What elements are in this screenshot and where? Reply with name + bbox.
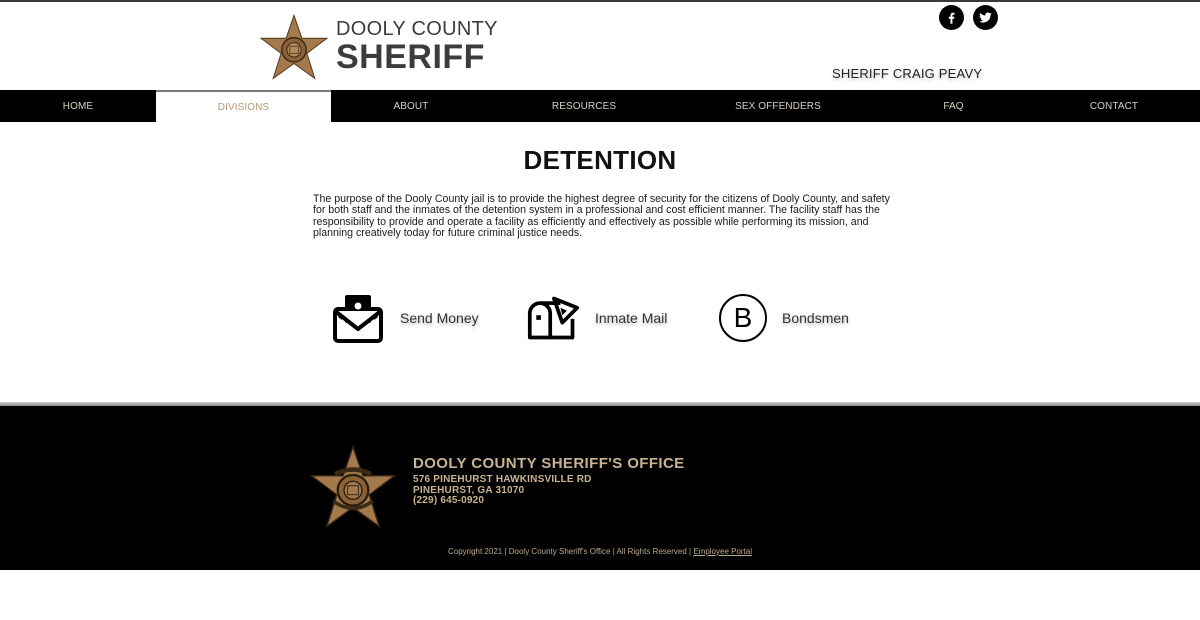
facebook-icon <box>944 10 959 25</box>
bondsmen-label: Bondsmen <box>782 310 849 326</box>
page-title: DETENTION <box>523 145 677 175</box>
footer-address <box>413 475 592 507</box>
site-footer <box>0 406 1200 570</box>
site-header <box>0 2 1200 90</box>
sheriff-star-badge-icon <box>308 445 398 531</box>
bondsmen-link[interactable] <box>719 294 849 342</box>
logo-line-2: SHERIFF <box>336 38 485 76</box>
employee-portal-link[interactable]: Employee Portal <box>693 547 753 556</box>
sheriff-name: SHERIFF CRAIG PEAVY <box>832 66 983 81</box>
copyright-text: Copyright 2021 | Dooly County Sheriff's Office | All Rights Reserved | <box>447 547 694 556</box>
bondsmen-b-icon: B <box>719 294 767 342</box>
mailbox-icon <box>527 293 579 343</box>
copyright <box>0 547 1200 556</box>
footer-phone: (229) 645-0920 <box>413 495 485 506</box>
services-row <box>0 290 1200 350</box>
social-links <box>939 5 998 30</box>
inmate-mail-link[interactable] <box>527 292 667 344</box>
footer-address-line-2: PINEHURST, GA 31070 <box>413 484 525 496</box>
nav-divisions[interactable]: DIVISIONS <box>156 90 331 122</box>
facebook-button[interactable] <box>939 5 964 30</box>
send-money-link[interactable] <box>332 292 479 344</box>
nav-faq[interactable]: FAQ <box>943 100 964 112</box>
money-envelope-icon <box>332 293 384 343</box>
footer-office-name: DOOLY COUNTY SHERIFF'S OFFICE <box>413 455 685 472</box>
site-logo[interactable] <box>258 14 498 82</box>
logo-line-1: DOOLY COUNTY <box>336 18 498 40</box>
nav-about[interactable]: ABOUT <box>393 100 429 112</box>
twitter-icon <box>978 10 993 25</box>
nav-contact[interactable]: CONTACT <box>1089 100 1139 112</box>
twitter-button[interactable] <box>973 5 998 30</box>
intro-paragraph: The purpose of the Dooly County jail is to provide the highest degree of security for the citizens of Dooly County, and safety for both staff and the inmates of the detention system in a professional and cost efficient manner. The facility staff has the responsibility to provide and operate a facility as efficiently and effectively as possible while performing its mission, and planning creatively today for future criminal justice needs. <box>313 193 890 239</box>
nav-sex-offenders[interactable]: SEX OFFENDERS <box>735 100 821 112</box>
nav-home[interactable]: HOME <box>62 100 94 112</box>
send-money-label: Send Money <box>400 310 479 326</box>
sheriff-star-badge-icon <box>258 14 330 82</box>
footer-address-line-1: 576 PINEHURST HAWKINSVILLE RD <box>413 474 592 485</box>
nav-resources[interactable]: RESOURCES <box>551 100 617 112</box>
main-nav <box>0 90 1200 122</box>
inmate-mail-label: Inmate Mail <box>595 310 668 326</box>
